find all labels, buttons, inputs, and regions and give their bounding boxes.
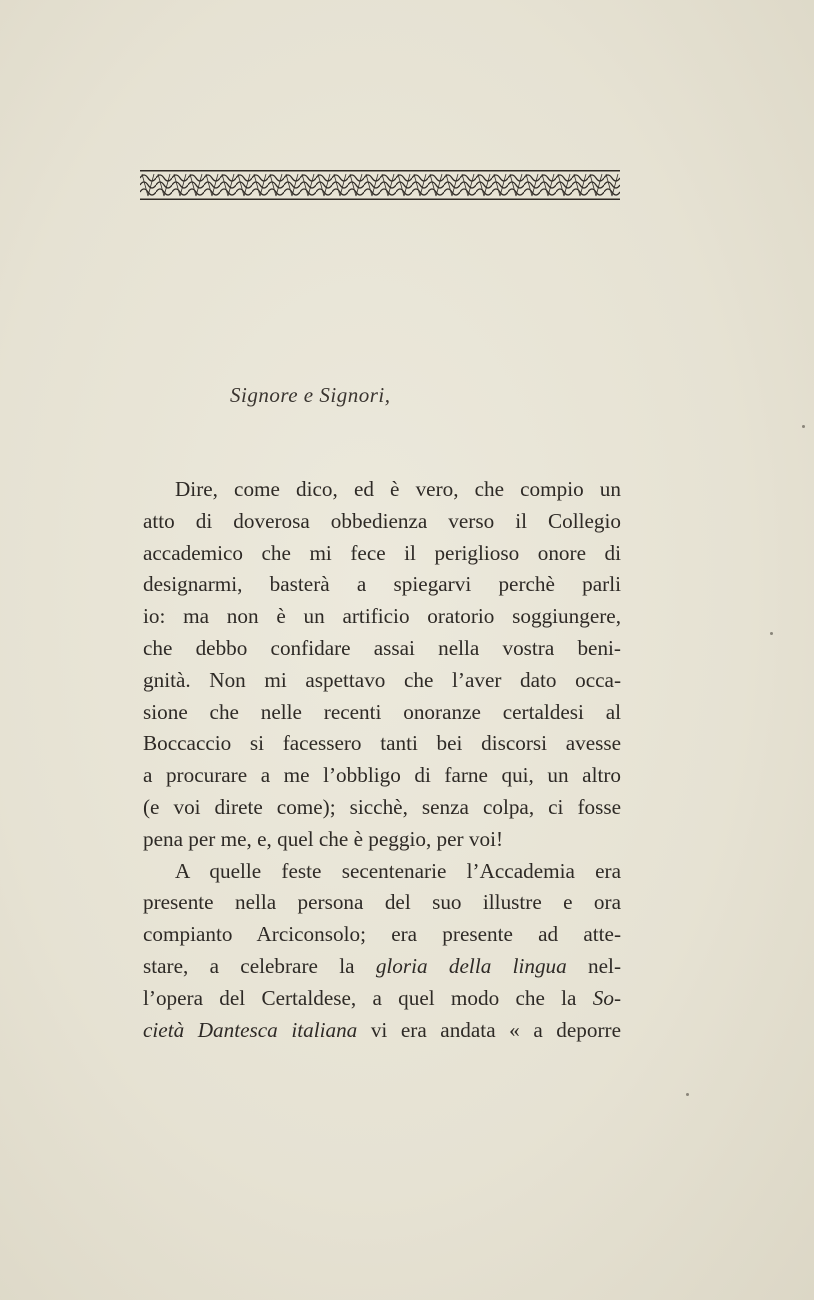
decorative-border-ornament xyxy=(140,170,620,200)
text-line: pena per me, e, quel che è peggio, per voi! xyxy=(143,826,504,851)
text-line: presente nella persona del suo illustre e ora xyxy=(143,890,621,915)
text-line: a procurare a me l’obbligo di farne qui, un altro xyxy=(143,763,621,788)
italic-phrase: So- xyxy=(592,985,621,1010)
text-line: sione che nelle recenti onoranze certaldesi al xyxy=(143,699,621,724)
text-line: designarmi, basterà a spiegarvi perchè parli xyxy=(143,572,621,597)
salutation: Signore e Signori, xyxy=(230,383,391,407)
paper-speck xyxy=(802,425,805,428)
text-line: l’opera del Certaldese, a quel modo che la So- xyxy=(143,985,621,1010)
text-line: A quelle feste secentenarie l’Accademia era xyxy=(175,858,621,883)
text-line: cietà Dantesca italiana vi era andata « a deporre xyxy=(143,1017,621,1042)
text-line: io: ma non è un artificio oratorio soggiungere, xyxy=(143,604,621,629)
text-line: atto di doverosa obbedienza verso il Collegio xyxy=(143,508,621,533)
italic-phrase: gloria della lingua xyxy=(375,953,567,978)
text-line: compianto Arciconsolo; era presente ad atte- xyxy=(143,922,621,947)
paper-speck xyxy=(686,1093,689,1096)
text-line: Boccaccio si facessero tanti bei discorsi avesse xyxy=(143,731,621,756)
text-line: Dire, come dico, ed è vero, che compio un xyxy=(175,477,621,501)
text-line: che debbo confidare assai nella vostra beni- xyxy=(143,635,621,660)
body-text xyxy=(143,474,621,1046)
paper-speck xyxy=(770,632,773,635)
text-line: gnità. Non mi aspettavo che l’aver dato occa- xyxy=(143,667,621,692)
italic-phrase: cietà Dantesca italiana xyxy=(143,1017,358,1042)
text-line: stare, a celebrare la gloria della lingua nel- xyxy=(143,953,621,978)
text-line: accademico che mi fece il periglioso onore di xyxy=(143,540,621,565)
text-line: (e voi direte come); sicchè, senza colpa, ci fosse xyxy=(143,794,621,819)
